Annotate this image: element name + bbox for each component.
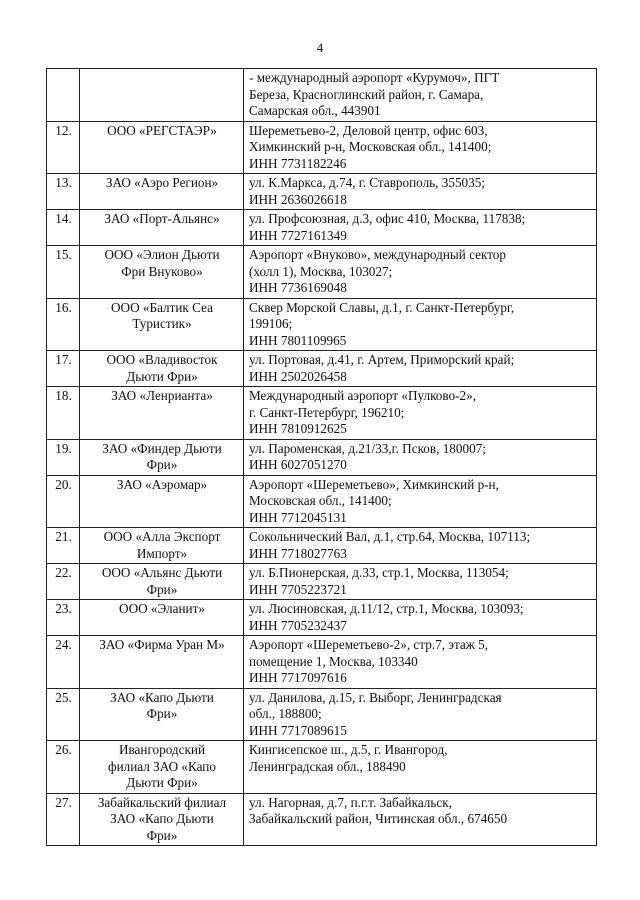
organization-name xyxy=(80,298,244,351)
organization-address-line: ул. Пароменская, д.21/33,г. Псков, 180007; xyxy=(249,440,486,456)
page-number: 4 xyxy=(316,40,324,55)
table-row xyxy=(47,351,597,387)
organization-name-line: Ивангородский xyxy=(118,742,206,757)
table-row xyxy=(47,174,597,210)
organization-address xyxy=(244,475,597,528)
table-row xyxy=(47,69,597,122)
row-number: 12. xyxy=(47,121,80,174)
organization-address-line: ул. К.Маркса, д.74, г. Ставрополь, 355035; xyxy=(249,175,486,190)
organization-name-line: ООО «Эланит» xyxy=(119,601,205,616)
organization-name-line: ЗАО «Капо Дьюти xyxy=(110,811,214,826)
organization-name-line: ООО «РЕГСТАЭР» xyxy=(107,122,217,138)
organization-address xyxy=(244,528,597,564)
organization-address xyxy=(244,741,597,794)
organization-address-line: ул. Портовая, д.41, г. Артем, Приморский край; xyxy=(249,352,515,367)
row-number: 25. xyxy=(47,688,80,741)
table-row xyxy=(47,121,597,174)
organization-name-line: ЗАО «Капо Дьюти xyxy=(110,689,214,705)
organization-address-line: Аэропорт «Внуково», международный сектор xyxy=(249,247,506,262)
organization-name-line: ООО «Альянс Дьюти xyxy=(101,565,223,580)
row-number: 19. xyxy=(47,439,80,475)
organization-address-line: ул. Люсиновская, д.11/12, стр.1, Москва, 103093; xyxy=(249,601,524,616)
row-number: 22. xyxy=(47,564,80,600)
organization-address-line: обл., 188800; xyxy=(249,706,322,721)
registry-table-body xyxy=(47,69,597,846)
organization-address-line: ИНН 7717097616 xyxy=(249,670,347,685)
table-row xyxy=(47,600,597,636)
organization-name xyxy=(80,121,244,174)
organization-name xyxy=(80,210,244,246)
row-number: 24. xyxy=(47,636,80,689)
organization-address-line: Береза, Красноглинский район, г. Самара, xyxy=(249,86,484,102)
row-number: 14. xyxy=(47,210,80,246)
organization-address-line: ул. Б.Пионерская, д.33, стр.1, Москва, 113054; xyxy=(249,565,509,580)
organization-address xyxy=(244,174,597,210)
organization-name-line: ЗАО «Аэро Регион» xyxy=(105,175,219,190)
registry-table xyxy=(46,68,597,846)
organization-address-line: ИНН 7731182246 xyxy=(249,155,347,171)
organization-name-line: ООО «Элион Дьюти xyxy=(104,247,220,262)
table-row xyxy=(47,475,597,528)
organization-name-line: ЗАО «Фирма Уран М» xyxy=(99,637,225,652)
organization-address-line: ИНН 7736169048 xyxy=(249,280,347,295)
organization-address-line: (холл 1), Москва, 103027; xyxy=(249,263,393,279)
organization-address-line: Шереметьево-2, Деловой центр, офис 603, xyxy=(249,122,488,138)
organization-name xyxy=(80,351,244,387)
organization-name xyxy=(80,475,244,528)
organization-address-line: г. Санкт-Петербург, 196210; xyxy=(249,404,405,420)
organization-address xyxy=(244,298,597,351)
organization-name xyxy=(80,688,244,741)
organization-name xyxy=(80,528,244,564)
organization-address xyxy=(244,564,597,600)
organization-address-line: ИНН 7717089615 xyxy=(249,722,347,738)
organization-name-line: Дьюти Фри» xyxy=(126,368,198,384)
table-row xyxy=(47,688,597,741)
organization-address-line: ИНН 7705223721 xyxy=(249,581,347,597)
organization-address xyxy=(244,246,597,299)
organization-name-line: ЗАО «Финдер Дьюти xyxy=(102,440,222,456)
organization-address-line: ИНН 7718027763 xyxy=(249,545,347,561)
table-row xyxy=(47,298,597,351)
table-row xyxy=(47,528,597,564)
organization-address-line: Московская обл., 141400; xyxy=(249,493,392,508)
organization-address xyxy=(244,69,597,122)
organization-name xyxy=(80,387,244,440)
organization-name-line: Забайкальский филиал xyxy=(97,794,227,810)
organization-address-line: ул. Профсоюзная, д.3, офис 410, Москва, 117838; xyxy=(249,211,526,226)
organization-address-line: Сокольнический Вал, д.1, стр.64, Москва, 107113; xyxy=(249,529,531,544)
organization-address-line: ИНН 2502026458 xyxy=(249,368,347,384)
organization-name-line: ООО «Балтик Сеа xyxy=(111,299,213,315)
organization-name xyxy=(80,793,244,846)
organization-name-line: Фри» xyxy=(146,457,178,472)
organization-name xyxy=(80,600,244,636)
organization-address-line: Ленинградская обл., 188490 xyxy=(249,758,406,774)
row-number: 15. xyxy=(47,246,80,299)
organization-address-line: Самарская обл., 443901 xyxy=(249,103,381,118)
row-number: 21. xyxy=(47,528,80,564)
organization-address-line: Забайкальский район, Читинская обл., 674650 xyxy=(249,811,508,826)
organization-address xyxy=(244,688,597,741)
organization-name xyxy=(80,246,244,299)
organization-name-line: Фри» xyxy=(146,706,178,721)
organization-address-line: ИНН 7727161349 xyxy=(249,227,347,243)
organization-address-line: ИНН 7705232437 xyxy=(249,617,347,633)
organization-address-line: 199106; xyxy=(249,316,293,331)
table-row xyxy=(47,564,597,600)
row-number: 18. xyxy=(47,387,80,440)
organization-name-line: ЗАО «Аэромар» xyxy=(116,476,208,492)
table-row xyxy=(47,246,597,299)
organization-address-line: ул. Данилова, д.15, г. Выборг, Ленинградская xyxy=(249,689,502,705)
organization-address xyxy=(244,600,597,636)
table-row xyxy=(47,741,597,794)
organization-address-line: помещение 1, Москва, 103340 xyxy=(249,653,418,669)
organization-address-line: ИНН 2636026618 xyxy=(249,191,347,207)
table-row xyxy=(47,210,597,246)
organization-address-line: Аэропорт «Шереметьево-2», стр.7, этаж 5, xyxy=(249,637,489,652)
organization-name-line: филиал ЗАО «Капо xyxy=(108,758,216,774)
organization-name xyxy=(80,174,244,210)
organization-address-line: Кингисепское ш., д.5, г. Ивангород, xyxy=(249,742,448,757)
organization-name xyxy=(80,69,244,122)
organization-name xyxy=(80,741,244,794)
organization-name-line: ЗАО «Ленрианта» xyxy=(111,388,213,403)
organization-name-line: Фри» xyxy=(146,827,178,843)
row-number: 20. xyxy=(47,475,80,528)
organization-address xyxy=(244,793,597,846)
organization-name-line: ООО «Владивосток xyxy=(106,352,218,367)
organization-name-line: Фри» xyxy=(146,581,178,597)
table-row xyxy=(47,636,597,689)
row-number: 16. xyxy=(47,298,80,351)
organization-address xyxy=(244,351,597,387)
organization-address-line: Международный аэропорт «Пулково-2», xyxy=(249,388,476,403)
organization-address-line: ИНН 7801109965 xyxy=(249,332,347,348)
organization-address-line: Сквер Морской Славы, д.1, г. Санкт-Петербург, xyxy=(249,299,515,315)
organization-address xyxy=(244,387,597,440)
organization-address-line: ИНН 6027051270 xyxy=(249,457,347,472)
organization-address xyxy=(244,121,597,174)
organization-address-line: ул. Нагорная, д.7, п.г.т. Забайкальск, xyxy=(249,794,452,810)
organization-address-line: Химкинский р-н, Московская обл., 141400; xyxy=(249,139,492,154)
organization-address-line: ИНН 7712045131 xyxy=(249,509,347,525)
organization-name-line: Фри Внуково» xyxy=(121,263,203,279)
organization-address xyxy=(244,439,597,475)
organization-name-line: Дьюти Фри» xyxy=(126,775,198,790)
organization-name-line: ЗАО «Порт-Альянс» xyxy=(104,211,220,226)
table-row xyxy=(47,439,597,475)
table-row xyxy=(47,387,597,440)
organization-address xyxy=(244,636,597,689)
organization-name-line: Туристик» xyxy=(132,316,192,331)
organization-name-line: ООО «Алла Экспорт xyxy=(103,529,221,544)
row-number: 26. xyxy=(47,741,80,794)
organization-name xyxy=(80,636,244,689)
organization-name xyxy=(80,439,244,475)
table-row xyxy=(47,793,597,846)
organization-address-line: ИНН 7810912625 xyxy=(249,421,347,436)
row-number: 17. xyxy=(47,351,80,387)
organization-address-line: Аэропорт «Шереметьево», Химкинский р-н, xyxy=(249,476,499,492)
organization-name-line: Импорт» xyxy=(136,545,188,561)
row-number: 27. xyxy=(47,793,80,846)
row-number xyxy=(47,69,80,122)
organization-address xyxy=(244,210,597,246)
row-number: 13. xyxy=(47,174,80,210)
row-number: 23. xyxy=(47,600,80,636)
organization-address-line: - международный аэропорт «Курумоч», ПГТ xyxy=(249,70,500,85)
organization-name xyxy=(80,564,244,600)
